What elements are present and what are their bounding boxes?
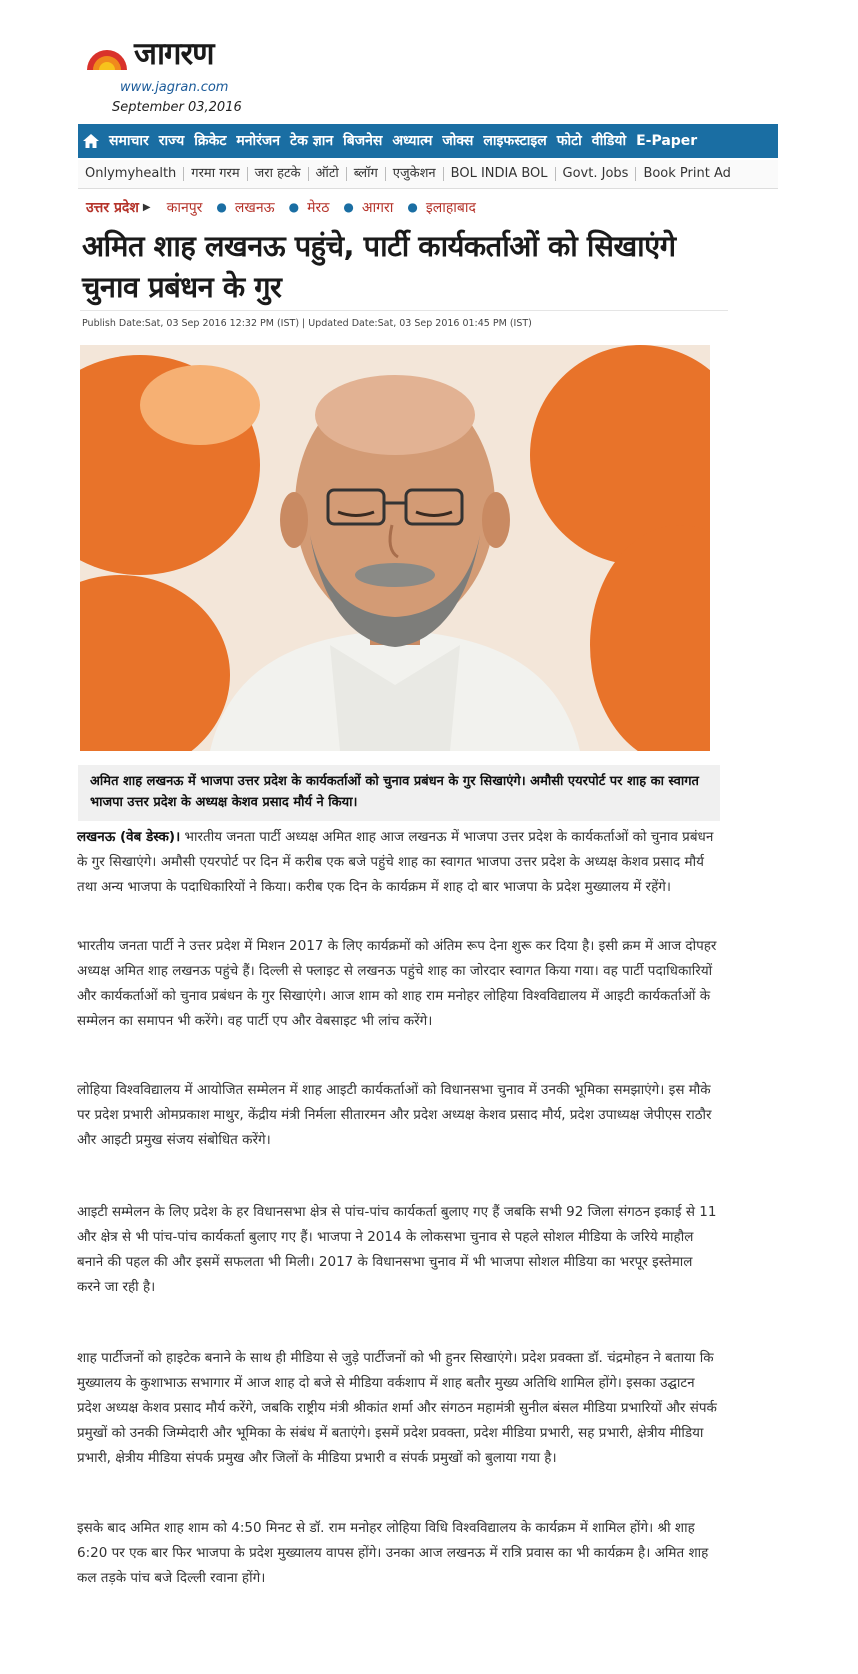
nav-item-lifestyle[interactable]: लाइफस्टाइल: [483, 133, 547, 149]
article-photo-illustration: [80, 345, 710, 751]
nav-item-video[interactable]: वीडियो: [591, 133, 627, 149]
breadcrumb: [86, 196, 490, 218]
article-headline: अमित शाह लखनऊ पहुंचे, पार्टी कार्यकर्ताओं को सिखाएंगे चुनाव प्रबंधन के गुर: [82, 229, 676, 304]
nav-item-photo[interactable]: फोटो: [556, 133, 582, 149]
subnav-item-bol-india-bol[interactable]: BOL INDIA BOL: [444, 167, 556, 181]
nav-item-tech[interactable]: टेक ज्ञान: [290, 133, 334, 149]
photo-caption-box: [78, 765, 720, 821]
article-paragraph: [77, 825, 717, 900]
bullet-icon: ●: [407, 200, 418, 214]
article-photo[interactable]: [80, 345, 710, 751]
nav-item-samachar[interactable]: समाचार: [109, 133, 149, 149]
breadcrumb-section[interactable]: उत्तर प्रदेश: [86, 199, 139, 216]
article-paragraph: भारतीय जनता पार्टी ने उत्तर प्रदेश में मिशन 2017 के लिए कार्यक्रमों को अंतिम रूप देना शुरू कर दिया है। इसी क्रम में आज दोपहर अध्यक्ष अमित शाह लखनऊ पहुंचे हैं। दिल्ली से फ्लाइट से लखनऊ पहुंचे शाह का जोरदार स्वागत किया गया। वह पार्टी पदाधिकारियों और कार्यकर्ताओं को चुनाव प्रबंधन के गुर सिखाएंगे। आज शाम को शाह राम मनोहर लोहिया विश्वविद्यालय में आइटी कार्यकर्ताओं के सम्मेलन का समापन भी करेंगे। वह पार्टी एप और वेबसाइट भी लांच करेंगे।: [77, 938, 717, 1029]
dateline: लखनऊ (वेब डेस्क)।: [77, 829, 181, 845]
article-paragraph: आइटी सम्मेलन के लिए प्रदेश के हर विधानसभा क्षेत्र से पांच-पांच कार्यकर्ता बुलाए गए हैं जबकि सभी 92 जिला संगठन इकाई से 11 और क्षेत्र से भी पांच-पांच कार्यकर्ता बुलाए गए हैं। भाजपा ने 2014 के लोकसभा चुनाव से पहले सोशल मीडिया के जरिये माहौल बनाने की पहल की और इसमें सफलता भी मिली। 2017 के विधानसभा चुनाव में भी भाजपा सोशल मीडिया का भरपूर इस्तेमाल करने जा रही है।: [77, 1204, 717, 1295]
capture-date: September 03,2016: [112, 100, 242, 115]
subnav-item-education[interactable]: एजुकेशन: [386, 167, 444, 181]
publish-info: Publish Date:Sat, 03 Sep 2016 12:32 PM (IST) | Updated Date:Sat, 03 Sep 2016 01:45 PM (IST): [82, 318, 532, 329]
nav-item-manoranjan[interactable]: मनोरंजन: [236, 133, 281, 149]
subnav-item-blog[interactable]: ब्लॉग: [347, 167, 386, 181]
bullet-icon: ●: [216, 200, 227, 214]
breadcrumb-city-meerut[interactable]: मेरठ: [307, 199, 330, 216]
subnav-item-onlymyhealth[interactable]: Onlymyhealth: [78, 167, 184, 181]
article-paragraph: लोहिया विश्वविद्यालय में आयोजित सम्मेलन में शाह आइटी कार्यकर्ताओं को विधानसभा चुनाव में उनकी भूमिका समझाएंगे। इस मौके पर प्रदेश प्रभारी ओमप्रकाश माथुर, केंद्रीय मंत्री निर्मला सीतारमन और प्रदेश अध्यक्ष केशव प्रसाद मौर्य, प्रदेश उपाध्यक्ष जेपीएस राठौर और आइटी प्रमुख संजय संबोधित करेंगे।: [77, 1082, 712, 1148]
breadcrumb-city-kanpur[interactable]: कानपुर: [166, 199, 203, 216]
subnav-item-garma-garam[interactable]: गरमा गरम: [184, 167, 247, 181]
breadcrumb-city-allahabad[interactable]: इलाहाबाद: [425, 199, 476, 216]
subnav-item-zara-hatke[interactable]: जरा हटके: [248, 167, 309, 181]
article-paragraph: शाह पार्टीजनों को हाइटेक बनाने के साथ ही मीडिया से जुड़े पार्टीजनों को भी हुनर सिखाएंगे। प्रदेश प्रवक्ता डॉ. चंद्रमोहन ने बताया कि मुख्यालय के कुशाभाऊ सभागार में आज शाह दो बजे से मीडिया वर्कशाप में शाह बतौर मुख्य अतिथि शामिल होंगे। इसका उद्घाटन प्रदेश अध्यक्ष केशव प्रसाद मौर्य करेंगे, जबकि राष्ट्रीय मंत्री श्रीकांत शर्मा और संगठन महामंत्री सुनील बंसल मीडिया प्रभारियों और संपर्क प्रमुखों को उनकी जिम्मेदारी और भूमिका के संबंध में बताएंगे। इसमें प्रदेश प्रवक्ता, प्रदेश मीडिया प्रभारी, सह प्रभारी, क्षेत्रीय मीडिया प्रभारी, क्षेत्रीय मीडिया संपर्क प्रमुख और जिलों के मीडिया प्रभारी व संपर्क प्रमुखों को बुलाया गया है।: [77, 1350, 717, 1466]
home-icon: [82, 133, 100, 149]
nav-item-rajya[interactable]: राज्य: [158, 133, 185, 149]
nav-item-epaper[interactable]: E-Paper: [636, 133, 698, 149]
subnav-item-auto[interactable]: ऑटो: [309, 167, 347, 181]
article-paragraph: इसके बाद अमित शाह शाम को 4:50 मिनट से डॉ. राम मनोहर लोहिया विधि विश्वविद्यालय के कार्यक्रम में शामिल होंगे। श्री शाह 6:20 पर एक बार फिर भाजपा के प्रदेश मुख्यालय वापस होंगे। उनका आज लखनऊ में रात्रि प्रवास का भी कार्यक्रम है। अमित शाह कल तड़के पांच बजे दिल्ली रवाना होंगे।: [77, 1520, 709, 1586]
sub-nav: [78, 160, 778, 189]
nav-home[interactable]: [78, 124, 104, 158]
main-nav: [78, 124, 778, 158]
subnav-item-book-print-ad[interactable]: Book Print Ad: [643, 166, 731, 181]
nav-item-cricket[interactable]: क्रिकेट: [194, 133, 227, 149]
bullet-icon: ●: [288, 200, 300, 214]
nav-item-business[interactable]: बिजनेस: [343, 133, 383, 149]
nav-item-adhyatm[interactable]: अध्यात्म: [392, 133, 433, 149]
breadcrumb-city-agra[interactable]: आगरा: [361, 199, 394, 216]
bullet-icon: ●: [343, 200, 354, 214]
nav-item-jokes[interactable]: जोक्स: [442, 133, 474, 149]
sunrise-logo-icon: [84, 36, 130, 72]
subnav-item-govt-jobs[interactable]: Govt. Jobs: [556, 167, 637, 181]
caret-right-icon: ▶: [142, 201, 151, 213]
masthead: [84, 32, 344, 122]
photo-caption: अमित शाह लखनऊ में भाजपा उत्तर प्रदेश के कार्यकर्ताओं को चुनाव प्रबंधन के गुर सिखाएंगे। अमौसी एयरपोर्ट पर शाह का स्वागत भाजपा उत्तर प्रदेश के अध्यक्ष केशव प्रसाद मौर्य ने किया।: [90, 774, 699, 810]
divider: [80, 310, 728, 311]
lead-text: भारतीय जनता पार्टी अध्यक्ष अमित शाह आज लखनऊ में भाजपा उत्तर प्रदेश के कार्यकर्ताओं को चुनाव प्रबंधन के गुर सिखाएंगे। अमौसी एयरपोर्ट पर दिन में करीब एक बजे पहुंचे शाह का स्वागत भाजपा उत्तर प्रदेश के अध्यक्ष केशव प्रसाद मौर्य तथा अन्य भाजपा के पदाधिकारियों ने किया। करीब एक दिन के कार्यक्रम में शाह दो बार भाजपा के प्रदेश मुख्यालय में रहेंगे।: [77, 829, 714, 895]
breadcrumb-city-lucknow[interactable]: लखनऊ: [234, 199, 275, 216]
logo-text: जागरण: [134, 36, 214, 72]
site-url[interactable]: www.jagran.com: [120, 80, 229, 95]
jagran-logo[interactable]: [84, 32, 284, 76]
